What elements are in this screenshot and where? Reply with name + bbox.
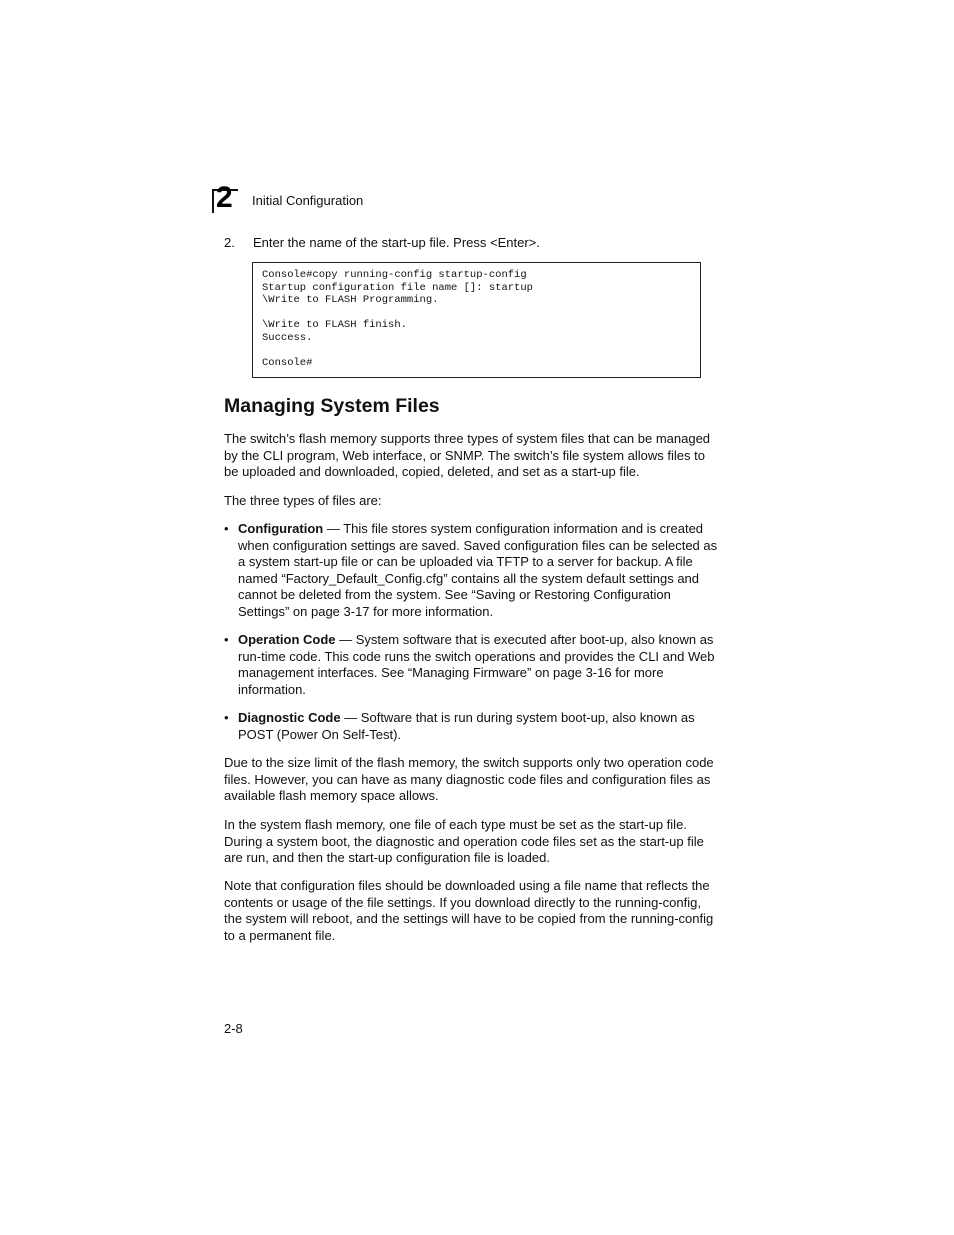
console-code-block [252,262,701,378]
size-limit-paragraph: Due to the size limit of the flash memory, the switch supports only two operation code files. However, you can have as many diagnostic code files and configuration files as available flash memory space allows. [224,755,714,803]
list-item-diagnostic-code [224,710,719,743]
chapter-number: 2 [216,181,233,214]
bullet-marker: • [224,710,229,725]
code-line: \Write to FLASH Programming. [262,294,439,306]
chapter-marker-rule-vertical [212,189,214,213]
page-number: 2-8 [224,1021,243,1036]
bullet-marker: • [224,521,229,536]
code-line: Startup configuration file name []: startup [262,281,533,294]
list-item-term: Diagnostic Code [238,710,341,725]
step-number: 2. [224,235,235,250]
code-line: Console#copy running-config startup-config [262,269,527,281]
running-header-title: Initial Configuration [252,193,364,208]
list-item-operation-code [224,632,719,698]
code-line [262,307,691,320]
startup-paragraph: In the system flash memory, one file of each type must be set as the start-up file. During a system boot, the diagnostic and operation code files set as the start-up file are run, and then the start-up configuration file is loaded. [224,817,704,865]
procedure-step [224,234,540,251]
code-line [262,344,691,357]
types-intro-paragraph: The three types of files are: [224,493,382,508]
list-item-term: Configuration [238,521,324,536]
intro-paragraph: The switch’s flash memory supports three types of system files that can be managed by the CLI program, Web interface, or SNMP. The switch’s file system allows files to be uploaded and downloaded, copied, deleted, and set as a start-up file. [224,431,711,479]
list-item-term: Operation Code [238,632,336,647]
code-line: \Write to FLASH finish. [262,319,407,331]
step-text: Enter the name of the start-up file. Press <Enter>. [253,235,540,250]
section-heading: Managing System Files [224,395,440,417]
chapter-marker [212,181,238,214]
list-item-text: — This file stores system configuration information and is created when configuration settings are saved. Saved configuration files can be selected as a system start-up file or can be uploaded via TFTP to a server for backup. A file named “Factory_Default_Config.cfg” contains all the system default settings and cannot be deleted from the system. See “Saving or Restoring Configuration Settings” on page 3-17 for more information. [238,521,718,619]
code-line: Console# [262,356,313,369]
list-item-configuration [224,521,719,620]
list-item-text: — System software that is executed after boot-up, also known as run-time code. This code runs the switch operations and provides the CLI and Web management interfaces. See “Managing Firmware” on page 3-16 for more information. [238,632,715,697]
list-item-text: — Software that is run during system boot-up, also known as POST (Power On Self-Test). [238,710,695,742]
note-paragraph: Note that configuration files should be downloaded using a file name that reflects the contents or usage of the file settings. If you download directly to the running-config, the system will reboot, and the settings will have to be copied from the running-config to a permanent file. [224,878,714,943]
code-line: Success. [262,331,313,344]
bullet-marker: • [224,632,229,647]
